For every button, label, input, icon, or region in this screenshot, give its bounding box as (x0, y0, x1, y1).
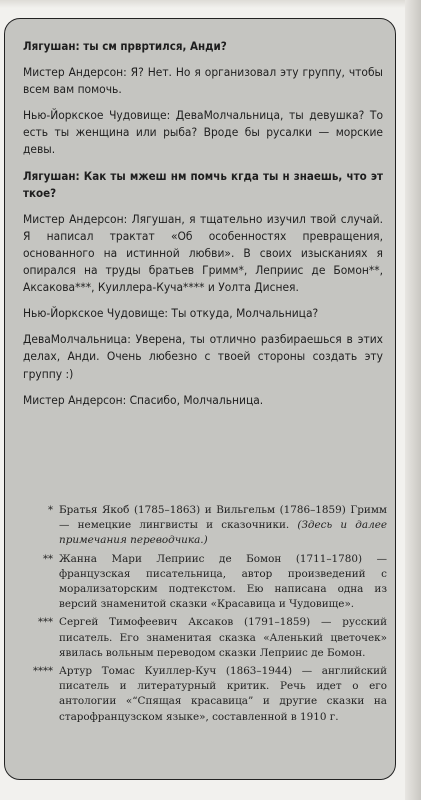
chat-message: Мистер Андерсон: Я? Нет. Но я организовал эту группу, чтобы всем вам помочь. (23, 65, 383, 97)
chat-message: ДеваМолчальница: Уверена, ты отлично разбираешься в этих делах, Анди. Очень любезно с твоей стороны создать эту группу :) (23, 332, 383, 381)
footnote (19, 664, 387, 725)
footnote-marker: ** (43, 553, 53, 565)
footnote (19, 615, 387, 661)
chat-message: Лягушан: Как ты мжеш нм помчь кгда ты н знаешь, что эт ткое? (23, 168, 383, 200)
chat-message: Мистер Андерсон: Лягушан, я тщательно изучил твой случай. Я написал трактат «Об особенностях превращения, основанного на истинной любви». В своих изысканиях я опирался на труды братьев Гримм*, Леприис де Бомон**, Аксакова***, Куиллера-Куча**** и Уолта Диснея. (23, 211, 383, 295)
footnote-text: Артур Томас Куиллер-Куч (1863–1944) — английский писатель и литературный критик. Речь идет о его антологии «“Спящая красавица” и другие сказки на старофранцузском языке», составленной в 1910 г. (59, 665, 387, 723)
chat-message: Мистер Андерсон: Спасибо, Молчальница. (23, 392, 264, 407)
chat-sidebar-box (4, 18, 396, 780)
chat-message: Лягушан: ты см првртился, Анди? (23, 39, 227, 53)
chat-transcript (5, 19, 395, 409)
chat-message: Нью-Йоркское Чудовище: Ты откуда, Молчальница? (23, 306, 319, 321)
footnote-marker: **** (33, 666, 53, 678)
footnote-editor-note: (Здесь и далее примечания переводчика.) (59, 519, 387, 547)
footnote-text: Братья Якоб (1785–1863) и Вильгельм (1786–1859) Гримм — немецкие лингвисты и сказочники. (Здесь и далее примечания переводчика.) (59, 504, 387, 547)
footnote-text: Жанна Мари Леприис де Бомон (1711–1780) — французская писательница, автор произведений с морализаторским подтекстом. Ею написана одна из версий знаменитой сказки «Красавица и Чудовище». (59, 552, 387, 611)
chat-message: Нью-Йоркское Чудовище: ДеваМолчальница, ты девушка? То есть ты женщина или рыба? Вроде бы русалки — морские девы. (23, 108, 383, 157)
footnote (19, 503, 387, 549)
footnote (19, 552, 387, 613)
footnote-marker: *** (38, 617, 53, 629)
footnote-marker: * (48, 505, 53, 516)
page-binding-edge (405, 0, 421, 800)
footnote-text: Сергей Тимофеевич Аксаков (1791–1859) — русский писатель. Его знаменитая сказка «Аленький цветочек» явилась вольным переводом сказки Леприис де Бомон. (59, 616, 387, 659)
footnotes (19, 503, 387, 728)
page-top-edge (0, 0, 421, 8)
